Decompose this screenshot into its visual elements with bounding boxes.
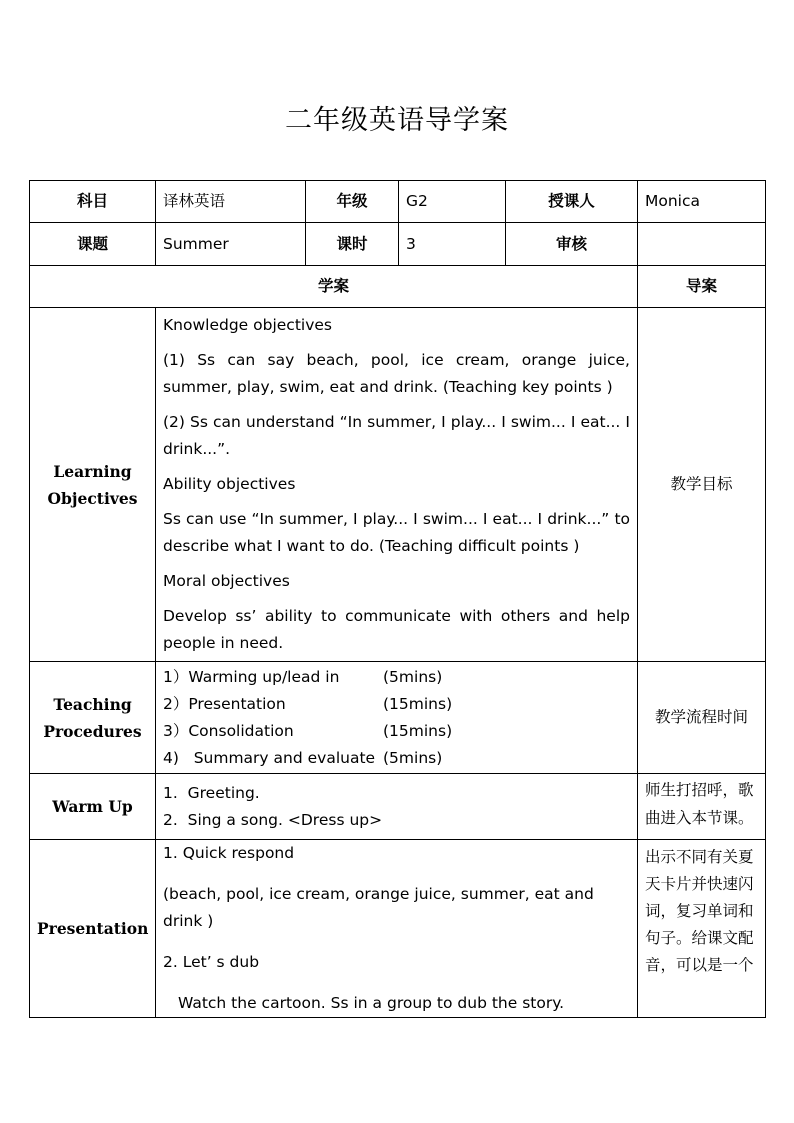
procedure-step-time: (5mins): [383, 748, 443, 767]
moral-heading: Moral objectives: [163, 572, 290, 590]
presentation-label: Presentation: [30, 840, 156, 1018]
teacher-label: 授课人: [506, 181, 638, 223]
warm-up-guide: 师生打招呼，歌曲进入本节课。: [638, 774, 766, 840]
presentation-item-1: 1. Quick respond: [163, 844, 295, 862]
lesson-plan-table: [29, 180, 766, 1018]
warm-up-item-2: 2. Sing a song. <Dress up>: [163, 810, 383, 829]
teaching-procedures-guide: 教学流程时间: [638, 662, 766, 774]
review-label: 审核: [506, 223, 638, 266]
ability-heading: Ability objectives: [163, 475, 296, 493]
procedure-step-name: 3）Consolidation: [163, 721, 294, 740]
teaching-procedures-content: [156, 662, 638, 774]
study-column-header: 学案: [30, 266, 638, 308]
presentation-row: [30, 840, 766, 1018]
grade-label: 年级: [306, 181, 399, 223]
learning-objectives-guide: 教学目标: [638, 308, 766, 662]
warm-up-row: [30, 774, 766, 840]
procedure-step-name: 1）Warming up/lead in: [163, 667, 340, 686]
learning-objectives-row: [30, 308, 766, 662]
procedure-step: [163, 664, 630, 691]
warm-up-content: [156, 774, 638, 840]
presentation-content: [156, 840, 638, 1018]
warm-up-item-1: 1. Greeting.: [163, 783, 260, 802]
review-value: [638, 223, 766, 266]
procedure-step-time: (5mins): [383, 667, 443, 686]
subject-value: 译林英语: [156, 181, 306, 223]
procedure-step: [163, 718, 630, 745]
learning-objectives-label-line-2: Objectives: [47, 488, 138, 508]
column-header-row: [30, 266, 766, 308]
period-label: 课时: [306, 223, 399, 266]
presentation-item-2-detail: Watch the cartoon. Ss in a group to dub the story.: [178, 994, 565, 1012]
teaching-procedures-label-line-1: Teaching: [53, 694, 132, 714]
procedure-step-time: (15mins): [383, 694, 453, 713]
procedure-step: [163, 691, 630, 718]
topic-value: Summer: [156, 223, 306, 266]
procedure-step: [163, 745, 630, 772]
knowledge-item-2: (2) Ss can understand “In summer, I play... I swim... I eat... I drink...”.: [163, 413, 630, 458]
grade-value: G2: [399, 181, 506, 223]
topic-label: 课题: [30, 223, 156, 266]
teaching-procedures-label-line-2: Procedures: [43, 721, 142, 741]
info-row-2: [30, 223, 766, 266]
page-title: 二年级英语导学案: [285, 105, 509, 136]
info-row-1: [30, 181, 766, 223]
period-value: 3: [399, 223, 506, 266]
teaching-procedures-label: [30, 662, 156, 774]
learning-objectives-label: [30, 308, 156, 662]
presentation-guide: 出示不同有关夏天卡片并快速闪词，复习单词和句子。给课文配音，可以是一个: [638, 840, 766, 1018]
ability-item-1: Ss can use “In summer, I play... I swim... I eat... I drink...” to describe what I want to do. (Teaching difficult points ): [163, 510, 630, 555]
warm-up-label: Warm Up: [30, 774, 156, 840]
teaching-procedures-row: [30, 662, 766, 774]
guide-column-header: 导案: [638, 266, 766, 308]
presentation-item-1-detail: (beach, pool, ice cream, orange juice, summer, eat and drink ): [163, 885, 594, 930]
moral-item-1: Develop ss’ ability to communicate with others and help people in need.: [163, 607, 630, 652]
subject-label: 科目: [30, 181, 156, 223]
procedure-step-name: 4) Summary and evaluate: [163, 748, 376, 767]
procedure-step-name: 2）Presentation: [163, 694, 286, 713]
procedure-step-time: (15mins): [383, 721, 453, 740]
learning-objectives-content: [156, 308, 638, 662]
teacher-value: Monica: [638, 181, 766, 223]
knowledge-heading: Knowledge objectives: [163, 316, 332, 334]
presentation-item-2: 2. Let’ s dub: [163, 953, 260, 971]
knowledge-item-1: (1) Ss can say beach, pool, ice cream, orange juice, summer, play, swim, eat and drink. (Teaching key points ): [163, 351, 630, 396]
learning-objectives-label-line-1: Learning: [53, 461, 132, 481]
